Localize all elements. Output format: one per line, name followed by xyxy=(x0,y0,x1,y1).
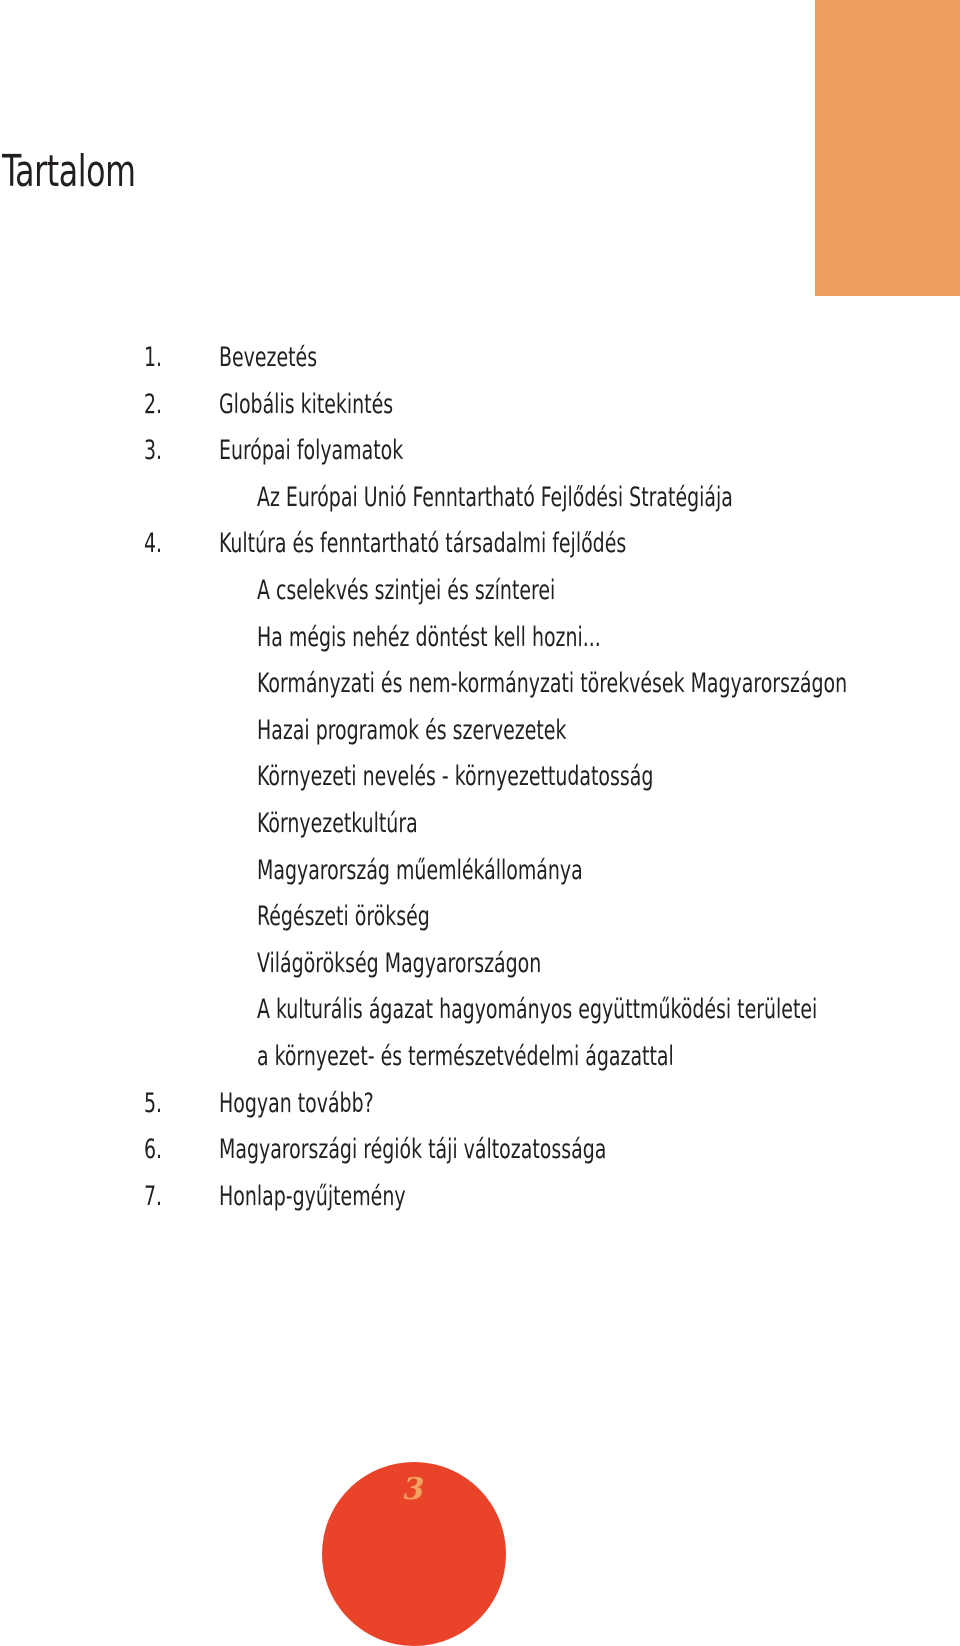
toc-subitem-label: Ha mégis nehéz döntést kell hozni... xyxy=(257,621,601,653)
toc-subitem-label: A kulturális ágazat hagyományos együttműködési területei xyxy=(257,994,818,1026)
toc-subitem-label: Az Európai Unió Fenntartható Fejlődési Stratégiája xyxy=(257,481,733,513)
toc-subitem xyxy=(0,708,960,755)
corner-color-block xyxy=(815,0,960,296)
table-of-contents xyxy=(0,335,960,1220)
toc-subitem-label: Régészeti örökség xyxy=(257,901,430,933)
toc-item-number: 5. xyxy=(144,1087,163,1119)
toc-item-bevezetes xyxy=(0,335,960,382)
page-number-badge xyxy=(322,1462,506,1646)
toc-item-europai-folyamatok xyxy=(0,428,960,475)
toc-item-honlap-gyujtemeny xyxy=(0,1174,960,1221)
toc-subitem xyxy=(0,941,960,988)
page-number: 3 xyxy=(403,1472,425,1507)
toc-subitem xyxy=(0,801,960,848)
toc-item-label: Bevezetés xyxy=(219,342,318,373)
toc-item-globalis-kitekintes xyxy=(0,382,960,429)
toc-item-number: 3. xyxy=(144,435,163,467)
toc-subitem xyxy=(0,1034,960,1081)
toc-subitem xyxy=(0,661,960,708)
toc-subitem-label: Környezetkultúra xyxy=(257,807,418,839)
toc-item-number: 6. xyxy=(144,1134,163,1166)
toc-item-kultura xyxy=(0,521,960,568)
toc-subitem xyxy=(0,475,960,522)
toc-subitem-label: a környezet- és természetvédelmi ágazattal xyxy=(257,1040,674,1072)
toc-item-number: 1. xyxy=(144,342,163,373)
toc-item-label: Kultúra és fenntartható társadalmi fejlődés xyxy=(219,528,627,560)
toc-subitem xyxy=(0,848,960,895)
toc-item-label: Hogyan tovább? xyxy=(219,1087,374,1119)
toc-subitem-label: Világörökség Magyarországon xyxy=(257,947,542,979)
toc-item-label: Magyarországi régiók táji változatossága xyxy=(219,1134,607,1166)
toc-subitem xyxy=(0,754,960,801)
toc-item-label: Európai folyamatok xyxy=(219,435,404,467)
toc-subitem-label: Környezeti nevelés - környezettudatosság xyxy=(257,761,654,793)
toc-item-label: Honlap-gyűjtemény xyxy=(219,1180,406,1212)
toc-subitem-label: Hazai programok és szervezetek xyxy=(257,714,567,746)
toc-subitem xyxy=(0,568,960,615)
toc-subitem-label: Kormányzati és nem-kormányzati törekvések Magyarországon xyxy=(257,668,848,700)
toc-item-hogyan-tovabb xyxy=(0,1081,960,1128)
toc-subitem-label: Magyarország műemlékállománya xyxy=(257,854,583,886)
page-title: Tartalom xyxy=(2,146,136,197)
toc-item-regiok xyxy=(0,1127,960,1174)
toc-item-number: 4. xyxy=(144,528,163,560)
toc-item-number: 7. xyxy=(144,1180,163,1212)
toc-item-number: 2. xyxy=(144,388,163,420)
toc-subitem xyxy=(0,894,960,941)
toc-item-label: Globális kitekintés xyxy=(219,388,394,420)
toc-subitem xyxy=(0,615,960,662)
toc-subitem-label: A cselekvés szintjei és színterei xyxy=(257,574,556,606)
toc-subitem xyxy=(0,987,960,1034)
